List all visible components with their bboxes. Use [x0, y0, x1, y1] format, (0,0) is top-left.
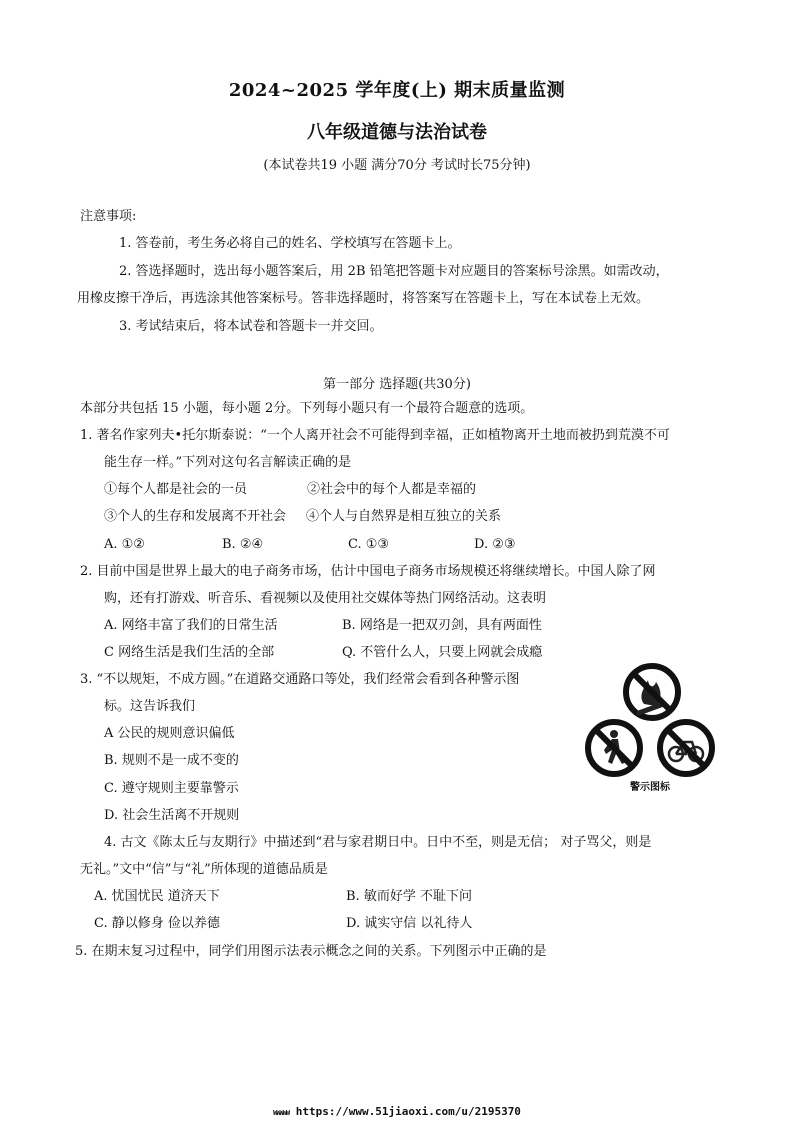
- q3-stem-line-2: 标。这告诉我们: [104, 699, 196, 714]
- q2-option-d: Q. 不管什么人，只要上网就会成瘾: [342, 645, 543, 660]
- q2-option-a: A. 网络丰富了我们的日常生活: [104, 618, 278, 633]
- section-title: 第一部分 选择题(共30分): [323, 377, 471, 392]
- q1-option-b: B. ②④: [222, 537, 264, 552]
- q3-stem-line-1: 3. “不以规矩，不成方圆。”在道路交通路口等处，我们经常会看到各种警示图: [80, 672, 520, 687]
- exam-info: (本试卷共19 小题 满分70分 考试时长75分钟): [263, 158, 531, 173]
- no-bicycle-icon: [660, 722, 712, 774]
- notice-item-2-line-1: 2. 答选择题时，选出每小题答案后，用 2B 铅笔把答题卡对应题目的答案标号涂黑。如需改动，: [119, 264, 669, 279]
- q1-statement-1: ①每个人都是社会的一员: [104, 482, 248, 497]
- q3-option-c: C. 遵守规则主要靠警示: [104, 781, 239, 796]
- footer-prefix: WWWWW: [273, 1109, 290, 1117]
- q4-option-c: C. 静以修身 俭以养德: [94, 916, 220, 931]
- q5-stem-line-1: 5. 在期末复习过程中，同学们用图示法表示概念之间的关系。下列图示中正确的是: [75, 944, 547, 959]
- q3-option-d: D. 社会生活离不开规则: [104, 808, 240, 823]
- q4-option-d: D. 诚实守信 以礼待人: [346, 916, 473, 931]
- q1-option-a: A. ①②: [104, 537, 145, 552]
- q1-stem-line-1: 1. 著名作家列夫•托尔斯泰说：“一个人离开社会不可能得到幸福，正如植物离开土地而被扔到荒漠不可: [80, 428, 670, 443]
- notice-item-2-line-2: 用橡皮擦干净后，再选涂其他答案标号。答非选择题时，将答案写在答题卡上，写在本试卷上无效。: [77, 291, 650, 306]
- q3-option-a: A 公民的规则意识偏低: [104, 726, 235, 741]
- warning-signs-figure: [582, 662, 722, 797]
- no-pedestrian-icon: [588, 722, 640, 774]
- q1-statement-4: ④个人与自然界是相互独立的关系: [306, 509, 502, 524]
- exam-subtitle: 八年级道德与法治试卷: [307, 122, 487, 143]
- q2-stem-line-2: 购，还有打游戏、听音乐、看视频以及使用社交媒体等热门网络活动。这表明: [104, 591, 547, 606]
- section-instruction: 本部分共包括 15 小题，每小题 2分。下列每小题只有一个最符合题意的选项。: [80, 401, 534, 416]
- q2-option-b: B. 网络是一把双刃剑，具有两面性: [342, 618, 542, 633]
- footer-url[interactable]: https://www.51jiaoxi.com/u/2195370: [295, 1105, 521, 1118]
- warning-signs-caption: 警示图标: [630, 782, 670, 793]
- q4-stem-line-1: 4. 古文《陈太丘与友期行》中描述到“君与家君期日中。日中不至，则是无信； 对子骂父，则是: [104, 835, 652, 850]
- q1-statement-3: ③个人的生存和发展离不开社会: [104, 509, 287, 524]
- q2-option-c: C 网络生活是我们生活的全部: [104, 645, 275, 660]
- q2-stem-line-1: 2. 目前中国是世界上最大的电子商务市场，估计中国电子商务市场规模还将继续增长。中国人除了网: [80, 564, 656, 579]
- q1-option-c: C. ①③: [348, 537, 390, 552]
- q4-option-b: B. 敏而好学 不耻下问: [346, 889, 472, 904]
- notice-item-3: 3. 考试结束后，将本试卷和答题卡一并交回。: [119, 319, 383, 334]
- q1-stem-line-2: 能生存一样。”下列对这句名言解读正确的是: [104, 455, 352, 470]
- exam-title: 2024~2025 学年度(上) 期末质量监测: [228, 80, 566, 101]
- q4-stem-line-2: 无礼。”文中“信”与“礼”所体现的道德品质是: [80, 862, 328, 877]
- q1-option-d: D. ②③: [474, 537, 516, 552]
- footer-watermark: [0, 1105, 794, 1118]
- q4-option-a: A. 忧国忧民 道济天下: [94, 889, 220, 904]
- no-fire-icon: [626, 666, 678, 718]
- notice-item-1: 1. 答卷前，考生务必将自己的姓名、学校填写在答题卡上。: [119, 236, 461, 251]
- notice-heading: 注意事项:: [80, 209, 137, 224]
- q1-statement-2: ②社会中的每个人都是幸福的: [307, 482, 477, 497]
- q3-option-b: B. 规则不是一成不变的: [104, 753, 239, 768]
